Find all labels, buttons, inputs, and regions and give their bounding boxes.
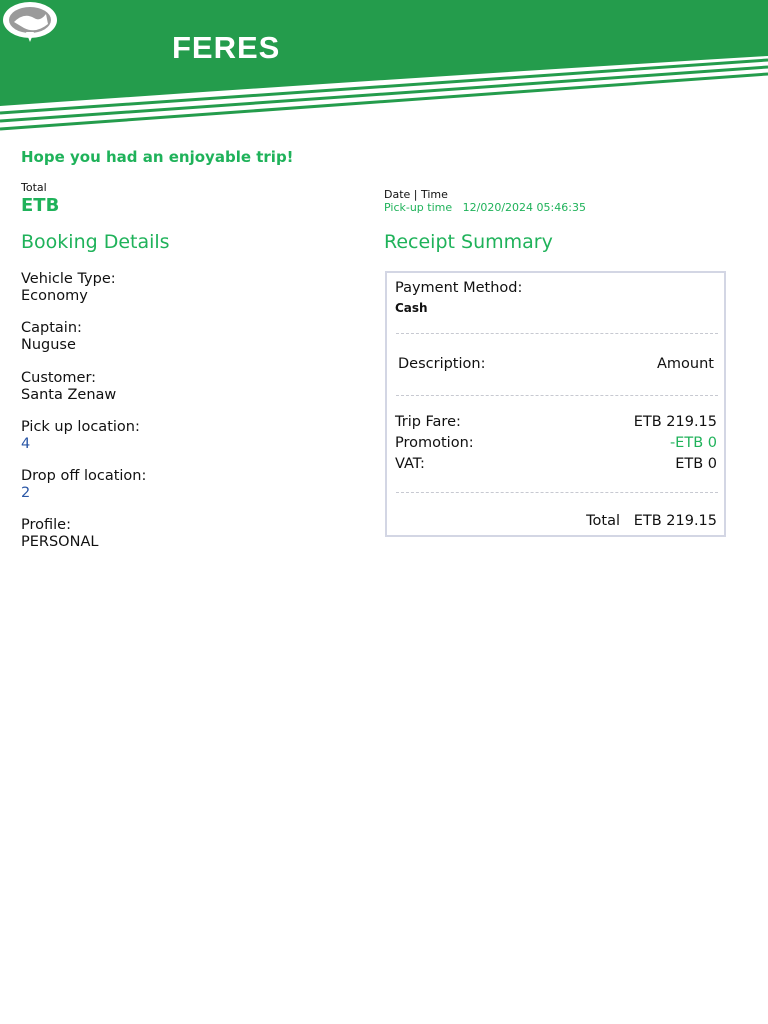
- receipt-total-amount: ETB 219.15: [633, 513, 717, 529]
- receipt-total-label: Total: [586, 513, 620, 529]
- trip-fare-label: Trip Fare:: [395, 414, 461, 430]
- detail-label: Vehicle Type:: [21, 271, 116, 287]
- pickup-time-value: 12/020/2024 05:46:35: [462, 201, 586, 214]
- payment-method-label: Payment Method:: [395, 280, 523, 296]
- detail-label: Customer:: [21, 370, 97, 386]
- pickup-time: [384, 201, 586, 214]
- pickup-time-label: Pick-up time: [384, 201, 453, 214]
- feres-logo-icon: [0, 0, 60, 44]
- dropoff-location-link[interactable]: 2: [21, 485, 31, 501]
- detail-value: Santa Zenaw: [21, 387, 117, 403]
- detail-label: Captain:: [21, 320, 82, 336]
- trip-fare-amount: ETB 219.15: [633, 414, 717, 430]
- promotion-amount: -ETB 0: [669, 435, 717, 451]
- amount-header: Amount: [657, 356, 714, 372]
- divider: [396, 492, 718, 493]
- detail-label: Pick up location:: [21, 419, 140, 435]
- receipt-summary-box: [385, 271, 726, 537]
- detail-label: Profile:: [21, 517, 71, 533]
- detail-profile: [21, 517, 98, 551]
- promotion-label: Promotion:: [395, 435, 474, 451]
- divider: [396, 333, 718, 334]
- detail-vehicle-type: [21, 271, 116, 305]
- description-header: Description:: [398, 356, 486, 372]
- detail-value: Nuguse: [21, 337, 76, 353]
- detail-value: PERSONAL: [21, 534, 99, 550]
- pickup-location-link[interactable]: 4: [21, 436, 31, 452]
- greeting-message: Hope you had an enjoyable trip!: [21, 148, 294, 166]
- vat-label: VAT:: [395, 456, 425, 472]
- brand-name: FERES: [172, 30, 281, 65]
- detail-value: Economy: [21, 288, 88, 304]
- header-stripes: [0, 0, 768, 140]
- payment-method-value: Cash: [395, 301, 428, 315]
- datetime-label: Date | Time: [384, 188, 448, 201]
- booking-details-title: Booking Details: [21, 231, 170, 253]
- detail-label: Drop off location:: [21, 468, 147, 484]
- total-value: ETB: [21, 195, 60, 216]
- receipt-summary-title: Receipt Summary: [384, 231, 553, 253]
- vat-amount: ETB 0: [675, 456, 717, 472]
- divider: [396, 395, 718, 396]
- detail-captain: [21, 320, 82, 354]
- detail-customer: [21, 370, 116, 404]
- total-label: Total: [21, 181, 47, 194]
- detail-pickup-location: [21, 419, 140, 453]
- detail-dropoff-location: [21, 468, 146, 502]
- header-banner: [0, 0, 768, 140]
